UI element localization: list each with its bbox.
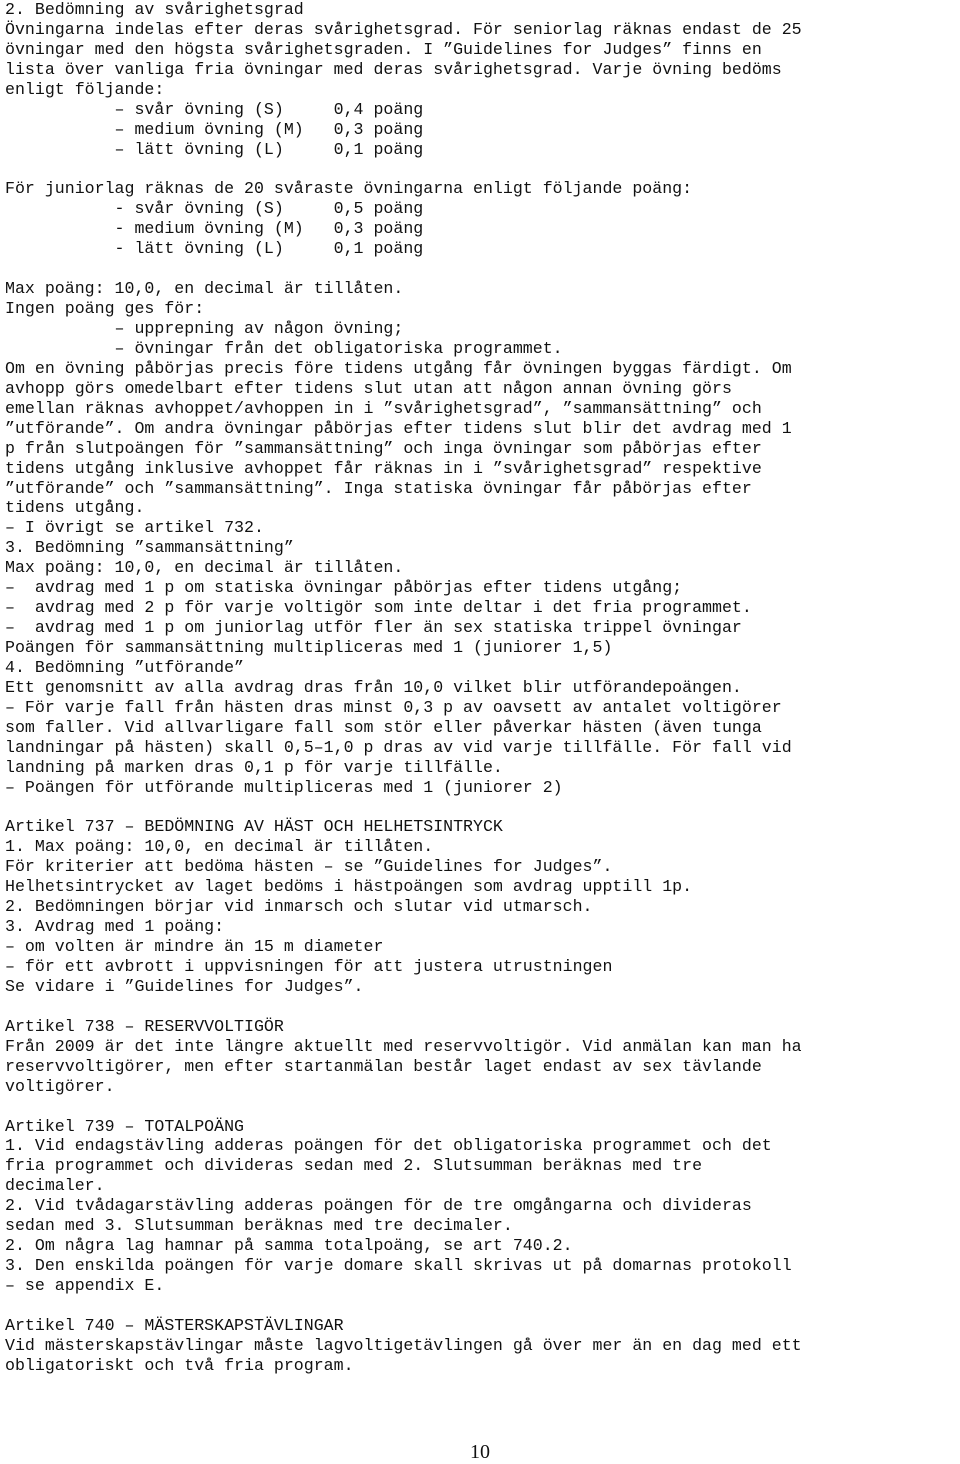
text-line: p från slutpoängen för ”sammansättning” och inga övningar som påbörjas efter: [5, 438, 762, 458]
text-line: – för ett avbrott i uppvisningen för att justera utrustningen: [5, 957, 613, 976]
blank-line: [5, 798, 960, 818]
text-line: tidens utgång inklusive avhoppet får räknas in i ”svårighetsgrad” respektive: [5, 458, 762, 478]
text-line: voltigörer.: [5, 1076, 115, 1096]
text-line: Om en övning påbörjas precis före tidens utgång får övningen byggas färdigt. Om: [5, 358, 792, 378]
text-line: – Poängen för utförande multipliceras med 1 (juniorer 2): [5, 777, 563, 797]
text-line: Max poäng: 10,0, en decimal är tillåten.: [5, 279, 404, 299]
text-line: 3. Den enskilda poängen för varje domare skall skrivas ut på domarnas protokoll: [5, 1256, 792, 1276]
text-line: avhopp görs omedelbart efter tidens slut utan att någon annan övning görs: [5, 378, 732, 398]
text-line: 3. Avdrag med 1 poäng:: [5, 917, 225, 937]
text-line: landning på marken dras 0,1 p för varje tillfälle.: [5, 757, 503, 777]
text-line: – lätt övning (L) 0,1 poäng: [5, 139, 424, 159]
text-line: 1. Max poäng: 10,0, en decimal är tillåten.: [5, 837, 434, 857]
text-line: Artikel 739 – TOTALPOÄNG: [5, 1116, 244, 1136]
text-line: – I övrigt se artikel 732.: [5, 518, 264, 538]
text-line: reservvoltigörer, men efter startanmälan består laget endast av sex tävlande: [5, 1056, 762, 1076]
text-line: Poängen för sammansättning multipliceras med 1 (juniorer 1,5): [5, 638, 613, 657]
blank-line: [5, 259, 960, 279]
text-line: ”utförande” och ”sammansättning”. Inga statiska övningar får påbörjas efter: [5, 478, 752, 498]
text-line: För juniorlag räknas de 20 svåraste övningarna enligt följande poäng:: [5, 179, 693, 199]
text-line: 2. Bedömningen börjar vid inmarsch och slutar vid utmarsch.: [5, 897, 593, 917]
blank-line: [5, 1296, 960, 1316]
text-line: 2. Vid tvådagarstävling adderas poängen för de tre omgångarna och divideras: [5, 1196, 752, 1216]
blank-line: [5, 160, 960, 180]
text-line: – avdrag med 1 p om statiska övningar påbörjas efter tidens utgång;: [5, 578, 683, 598]
text-line: ”utförande”. Om andra övningar påbörjas efter tidens slut blir det avdrag med 1: [5, 418, 792, 438]
text-line: Artikel 737 – BEDÖMNING AV HÄST OCH HELHETSINTRYCK: [5, 817, 503, 837]
text-line: 4. Bedömning ”utförande”: [5, 657, 244, 677]
text-line: fria programmet och divideras sedan med 2. Slutsumman beräknas med tre: [5, 1156, 703, 1176]
text-line: – om volten är mindre än 15 m diameter: [5, 937, 384, 957]
text-line: För kriterier att bedöma hästen – se ”Guidelines for Judges”.: [5, 857, 613, 877]
text-line: decimaler.: [5, 1176, 105, 1196]
text-line: Max poäng: 10,0, en decimal är tillåten.: [5, 558, 404, 578]
text-line: 1. Vid endagstävling adderas poängen för det obligatoriska programmet och det: [5, 1136, 772, 1156]
text-line: emellan räknas avhoppet/avhoppen in i ”svårighetsgrad”, ”sammansättning” och: [5, 398, 762, 418]
text-line: - lätt övning (L) 0,1 poäng: [5, 239, 424, 259]
text-line: – medium övning (M) 0,3 poäng: [5, 119, 424, 139]
text-line: lista över vanliga fria övningar med deras svårighetsgrad. Varje övning bedöms: [5, 59, 782, 79]
text-line: som faller. Vid allvarligare fall som stör eller påverkar hästen (även tunga: [5, 717, 762, 737]
text-line: Artikel 740 – MÄSTERSKAPSTÄVLINGAR: [5, 1315, 344, 1335]
text-line: – svår övning (S) 0,4 poäng: [5, 99, 424, 119]
text-line: obligatoriskt och två fria program.: [5, 1355, 354, 1375]
text-line: 3. Bedömning ”sammansättning”: [5, 538, 294, 558]
text-line: 2. Om några lag hamnar på samma totalpoäng, se art 740.2.: [5, 1236, 573, 1256]
text-line: Vid mästerskapstävlingar måste lagvoltigetävlingen gå över mer än en dag med ett: [5, 1335, 802, 1355]
text-line: Ett genomsnitt av alla avdrag dras från 10,0 vilket blir utförandepoängen.: [5, 677, 742, 697]
text-line: övningar med den högsta svårighetsgraden. I ”Guidelines for Judges” finns en: [5, 39, 762, 59]
text-line: 2. Bedömning av svårighetsgrad: [5, 0, 304, 19]
text-line: – För varje fall från hästen dras minst 0,3 p av oavsett av antalet voltigörer: [5, 697, 782, 717]
text-line: – övningar från det obligatoriska programmet.: [5, 338, 563, 358]
document-body: [5, 0, 960, 1376]
text-line: Från 2009 är det inte längre aktuellt med reservvoltigör. Vid anmälan kan man ha: [5, 1036, 802, 1056]
text-line: Helhetsintrycket av laget bedöms i hästpoängen som avdrag upptill 1p.: [5, 877, 693, 897]
text-line: Ingen poäng ges för:: [5, 299, 205, 319]
page-number: 10: [470, 1441, 490, 1463]
text-line: sedan med 3. Slutsumman beräknas med tre decimaler.: [5, 1216, 513, 1236]
blank-line: [5, 997, 960, 1017]
text-line: Artikel 738 – RESERVVOLTIGÖR: [5, 1016, 284, 1036]
text-line: landningar på hästen) skall 0,5–1,0 p dras av vid varje tillfälle. För fall vid: [5, 737, 792, 757]
text-line: - svår övning (S) 0,5 poäng: [5, 199, 424, 219]
text-line: – upprepning av någon övning;: [5, 319, 404, 338]
text-line: – se appendix E.: [5, 1276, 165, 1295]
text-line: enligt följande:: [5, 79, 165, 99]
text-line: tidens utgång.: [5, 498, 145, 518]
text-line: – avdrag med 1 p om juniorlag utför fler än sex statiska trippel övningar: [5, 618, 742, 638]
text-line: Övningarna indelas efter deras svårighetsgrad. För seniorlag räknas endast de 25: [5, 19, 802, 39]
blank-line: [5, 1097, 960, 1117]
text-line: - medium övning (M) 0,3 poäng: [5, 219, 424, 239]
text-line: Se vidare i ”Guidelines for Judges”.: [5, 976, 364, 996]
text-line: – avdrag med 2 p för varje voltigör som inte deltar i det fria programmet.: [5, 598, 752, 618]
